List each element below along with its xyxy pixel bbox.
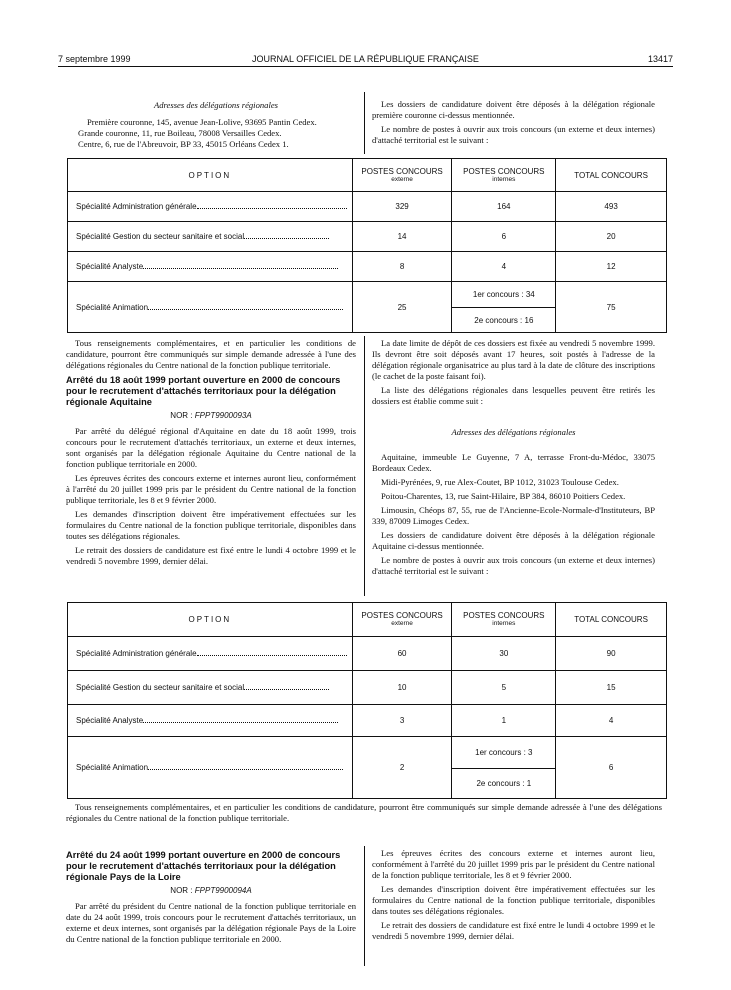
- table-row: [68, 252, 667, 282]
- cell-internes: 6: [452, 222, 556, 252]
- table-row: [68, 737, 667, 769]
- cell-total: 90: [556, 637, 667, 671]
- paragraph: La date limite de dépôt de ces dossiers est fixée au vendredi 5 novembre 1999. Ils devront être soit déposés avant 17 heures, soit postés à l'adresse de la délégation régionale organisatrice au plus tard à la date de clôture des inscriptions (le cachet de la poste faisant foi).: [372, 338, 655, 381]
- paragraph: Les épreuves écrites des concours externe et internes auront lieu, conformément à l'arrêté du 20 juillet 1999 pris par le président du Centre national de la fonction publique territoriale, les 8 et 9 février 2000.: [66, 473, 356, 505]
- header-internes: POSTES CONCOURS internes: [452, 159, 556, 192]
- row-label: Spécialité Administration générale: [76, 202, 197, 211]
- cell-externe: 14: [352, 222, 452, 252]
- table-row: [68, 282, 667, 308]
- row-label: Spécialité Administration générale: [76, 649, 197, 658]
- cell-externe: 25: [352, 282, 452, 333]
- cell-total: 493: [556, 192, 667, 222]
- cell-internes-2e: 2e concours : 16: [452, 308, 556, 333]
- header-total: TOTAL CONCOURS: [556, 159, 667, 192]
- cell-externe: 3: [352, 705, 452, 737]
- cell-total: 15: [556, 671, 667, 705]
- header-internes: POSTES CONCOURS internes: [452, 603, 556, 637]
- cell-externe: 329: [352, 192, 452, 222]
- row-label: Spécialité Analyste: [76, 262, 144, 271]
- arrete-title-aquitaine: Arrêté du 18 août 1999 portant ouverture en 2000 de concours pour le recrutement d'attachés territoriaux pour la délégation régionale Aquitaine: [66, 375, 341, 407]
- paragraph: Le retrait des dossiers de candidature est fixé entre le lundi 4 octobre 1999 et le vendredi 5 novembre 1999, dernier délai.: [66, 545, 356, 566]
- row-label: Spécialité Animation: [76, 302, 149, 312]
- nor-reference: NOR : FPPT9900093A: [170, 411, 252, 420]
- table-row: [68, 222, 667, 252]
- addresses-heading: Adresses des délégations régionales: [153, 100, 279, 110]
- cell-total: 4: [556, 705, 667, 737]
- paragraph: Les épreuves écrites des concours externe et internes auront lieu, conformément à l'arrêté du 20 juillet 1999 pris par le président du Centre national de la fonction publique territoriale, les 8 et 9 février 2000.: [372, 848, 655, 880]
- table-row: [68, 192, 667, 222]
- cell-internes: 4: [452, 252, 556, 282]
- top-right-column: [372, 99, 655, 149]
- header-date: 7 septembre 1999: [58, 54, 131, 64]
- cell-internes: 164: [452, 192, 556, 222]
- cell-internes: 1: [452, 705, 556, 737]
- paragraph: Le nombre de postes à ouvrir aux trois concours (un externe et deux internes) d'attaché territorial est le suivant :: [372, 124, 655, 145]
- cell-internes-1er: 1er concours : 3: [452, 737, 556, 769]
- cell-total: 12: [556, 252, 667, 282]
- postes-table-aquitaine: [67, 602, 667, 799]
- arrete-title-pays-de-la-loire: Arrêté du 24 août 1999 portant ouverture en 2000 de concours pour le recrutement d'attachés territoriaux pour la délégation régionale Pays de la Loire: [66, 850, 341, 882]
- paragraph: Les dossiers de candidature doivent être déposés à la délégation régionale première couronne ci-dessus mentionnée.: [372, 99, 655, 120]
- paragraph: Par arrêté du délégué régional d'Aquitaine en date du 18 août 1999, trois concours pour le recrutement d'attachés territoriaux, un externe et deux internes, sont organisés par la délégation régionale Aquitaine du Centre national de la fonction publique territoriale en 2000.: [66, 426, 356, 469]
- table-row: [68, 637, 667, 671]
- table-row: [68, 671, 667, 705]
- paragraph: Les demandes d'inscription doivent être impérativement effectuées sur les formulaires du Centre national de la fonction publique territoriale, disponibles dans toutes ses délégations régionales.: [66, 509, 356, 541]
- column-divider: [364, 846, 365, 966]
- top-left-column: [78, 100, 354, 150]
- addresses-heading: Adresses des délégations régionales: [451, 427, 576, 437]
- address-line: Première couronne, 145, avenue Jean-Lolive, 93695 Pantin Cedex.: [87, 117, 317, 127]
- address-line: Aquitaine, immeuble Le Guyenne, 7 A, terrasse Front-du-Médoc, 33075 Bordeaux Cedex.: [372, 452, 655, 473]
- full-width-paragraph: Tous renseignements complémentaires, et en particulier les conditions de candidature, pourront être communiqués sur simple demande adressée à l'une des délégations régionales du Centre national de la fonction publique territoriale.: [66, 802, 662, 823]
- table-row: [68, 705, 667, 737]
- column-divider: [364, 92, 365, 154]
- row-label: Spécialité Analyste: [76, 716, 144, 725]
- paragraph: Le nombre de postes à ouvrir aux trois concours (un externe et deux internes) d'attaché territorial est le suivant :: [372, 555, 655, 576]
- row-label: Spécialité Gestion du secteur sanitaire et social: [76, 232, 245, 241]
- cell-externe: 2: [352, 737, 452, 799]
- nor-reference: NOR : FPPT9900094A: [170, 886, 252, 895]
- paragraph: Les dossiers de candidature doivent être déposés à la délégation régionale Aquitaine ci-dessus mentionnée.: [372, 530, 655, 551]
- column-divider: [364, 336, 365, 596]
- address-line: Grande couronne, 11, rue Boileau, 78008 Versailles Cedex.: [78, 128, 282, 138]
- paragraph: Le retrait des dossiers de candidature est fixé entre le lundi 4 octobre 1999 et le vendredi 5 novembre 1999, dernier délai.: [372, 920, 655, 941]
- address-line: Limousin, Chéops 87, 55, rue de l'Ancienne-Ecole-Normale-d'Instituteurs, BP 339, 87009 Limoges Cedex.: [372, 505, 655, 526]
- cell-externe: 60: [352, 637, 452, 671]
- header-rule: [58, 66, 673, 67]
- row-label: Spécialité Gestion du secteur sanitaire et social: [76, 683, 245, 692]
- header-page-number: 13417: [647, 54, 673, 64]
- cell-internes: 30: [452, 637, 556, 671]
- bottom-left-column: [66, 846, 356, 948]
- header-option: OPTION: [68, 603, 353, 637]
- row-label: Spécialité Animation: [76, 763, 149, 772]
- paragraph: Tous renseignements complémentaires, et en particulier les conditions de candidature, pourront être communiqués sur simple demande adressée à l'une des délégations régionales du Centre national de la fonction publique territoriale.: [66, 338, 356, 370]
- cell-externe: 8: [352, 252, 452, 282]
- cell-total: 20: [556, 222, 667, 252]
- cell-externe: 10: [352, 671, 452, 705]
- cell-internes-2e: 2e concours : 1: [452, 769, 556, 799]
- paragraph: La liste des délégations régionales dans lesquelles peuvent être retirés les dossiers est établie comme suit :: [372, 385, 655, 406]
- header-externe: POSTES CONCOURS externe: [352, 159, 452, 192]
- address-line: Centre, 6, rue de l'Abreuvoir, BP 33, 45015 Orléans Cedex 1.: [78, 139, 289, 149]
- cell-internes-1er: 1er concours : 34: [452, 282, 556, 308]
- header-journal-title: JOURNAL OFFICIEL DE LA RÉPUBLIQUE FRANÇAISE: [252, 54, 479, 64]
- mid-left-column: [66, 338, 356, 570]
- mid-right-column: [372, 338, 655, 580]
- address-line: Poitou-Charentes, 13, rue Saint-Hilaire, BP 384, 86010 Poitiers Cedex.: [381, 491, 626, 501]
- cell-internes: 5: [452, 671, 556, 705]
- header-option: OPTION: [68, 159, 353, 192]
- cell-total: 6: [556, 737, 667, 799]
- paragraph: Les demandes d'inscription doivent être impérativement effectuées sur les formulaires du Centre national de la fonction publique territoriale, disponibles dans toutes ses délégations régionales.: [372, 884, 655, 916]
- bottom-right-column: [372, 848, 655, 945]
- postes-table-premiere-couronne: [67, 158, 667, 333]
- address-line: Midi-Pyrénées, 9, rue Alex-Coutet, BP 1012, 31023 Toulouse Cedex.: [381, 477, 619, 487]
- cell-total: 75: [556, 282, 667, 333]
- header-total: TOTAL CONCOURS: [556, 603, 667, 637]
- header-externe: POSTES CONCOURS externe: [352, 603, 452, 637]
- paragraph: Par arrêté du président du Centre national de la fonction publique territoriale en date du 24 août 1999, trois concours pour le recrutement d'attachés territoriaux, un externe et deux internes, sont organisés par la délégation régionale Pays de la Loire du Centre national de la fonction publique territoriale en 2000.: [66, 901, 356, 944]
